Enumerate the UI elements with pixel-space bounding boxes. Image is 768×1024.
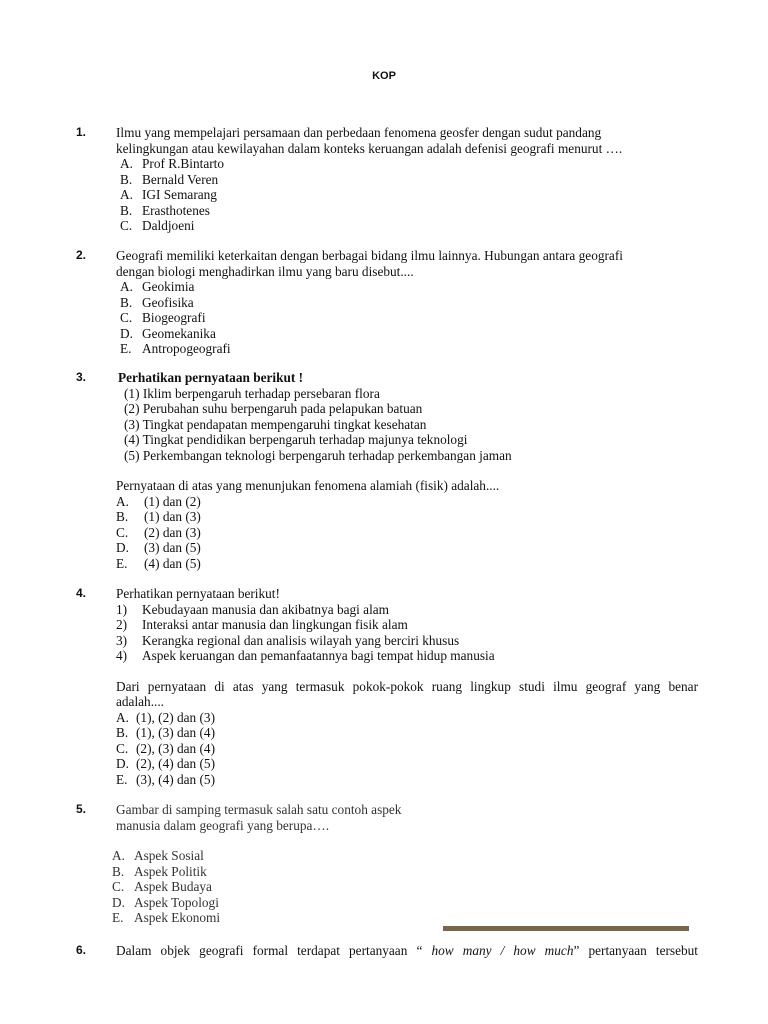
statement: 3) Kerangka regional dan analisis wilayah yang berciri khusus: [116, 632, 460, 648]
answer-option: A. IGI Semarang: [120, 187, 217, 202]
answer-option: A. Geokimia: [120, 279, 195, 294]
statement: 4) Aspek keruangan dan pemanfaatannya bagi tempat hidup manusia: [116, 648, 495, 663]
statement: (4) Tingkat pendidikan berpengaruh terhadap majunya teknologi: [124, 432, 468, 447]
question-text-line: Ilmu yang mempelajari persamaan dan perbedaan fenomena geosfer dengan sudut pandang: [116, 125, 602, 140]
answer-option: E. (4) dan (5): [116, 555, 201, 571]
answer-option: E. Antropogeografi: [120, 341, 231, 356]
question-number: 1.: [76, 125, 87, 139]
statement: (2) Perubahan suhu berpengaruh pada pelapukan batuan: [124, 401, 423, 416]
answer-option: D. Aspek Topologi: [112, 894, 219, 910]
answer-option: D. (2), (4) dan (5): [116, 756, 216, 771]
answer-option: A. Aspek Sosial: [112, 848, 204, 863]
answer-option: B. (1), (3) dan (4): [116, 725, 216, 740]
statement: (3) Tingkat pendapatan mempengaruhi tingkat kesehatan: [124, 416, 427, 432]
answer-option: C. Aspek Budaya: [112, 879, 212, 894]
answer-option: D. Geomekanika: [120, 325, 216, 341]
answer-option: A. Prof R.Bintarto: [120, 156, 224, 171]
answer-option: B. (1) dan (3): [116, 509, 201, 524]
answer-option: B. Geofisika: [120, 294, 194, 310]
question-text-line: Dalam objek geografi formal terdapat pertanyaan “ how many / how much” pertanyaan tersebut: [116, 943, 698, 958]
kop-header: KOP: [372, 70, 396, 82]
answer-option: B. Bernald Veren: [120, 171, 219, 187]
answer-option: C. (2), (3) dan (4): [116, 740, 216, 756]
question-number: 6.: [76, 943, 87, 957]
statement: (1) Iklim berpengaruh terhadap persebaran flora: [124, 385, 380, 401]
answer-option: A. (1) dan (2): [116, 493, 201, 509]
answer-option: D. (3) dan (5): [116, 540, 201, 555]
answer-option: A. (1), (2) dan (3): [116, 709, 216, 725]
question-text-line: kelingkungan atau kewilayahan dalam konteks keruangan adalah defenisi geografi menurut ….: [116, 140, 623, 156]
question-text-line: Dari pernyataan di atas yang termasuk pokok-pokok ruang lingkup studi ilmu geograf yang benar: [116, 678, 698, 694]
question-text-line: Gambar di samping termasuk salah satu contoh aspek: [116, 802, 402, 817]
question-text-line: manusia dalam geografi yang berupa….: [116, 817, 330, 833]
answer-option: B. Aspek Politik: [112, 863, 207, 879]
statement: 1) Kebudayaan manusia dan akibatnya bagi alam: [116, 601, 390, 617]
question-title: Perhatikan pernyataan berikut!: [116, 586, 280, 601]
question-number: 5.: [76, 802, 87, 816]
question-text-line: Geografi memiliki keterkaitan dengan berbagai bidang ilmu lainnya. Hubungan antara geografi: [116, 248, 623, 263]
answer-option: C. (2) dan (3): [116, 524, 201, 540]
statement: (5) Perkembangan teknologi berpengaruh terhadap perkembangan jaman: [124, 447, 512, 463]
statement: 2) Interaksi antar manusia dan lingkungan fisik alam: [116, 617, 408, 632]
image-frame-bar: [443, 926, 689, 931]
answer-option: C. Biogeografi: [120, 310, 206, 325]
answer-option: B. Erasthotenes: [120, 202, 210, 218]
question-number: 3.: [76, 370, 87, 384]
answer-option: E. (3), (4) dan (5): [116, 771, 216, 787]
question-number: 2.: [76, 248, 87, 262]
answer-option: E. Aspek Ekonomi: [112, 910, 221, 925]
question-text-line: dengan biologi menghadirkan ilmu yang baru disebut....: [116, 263, 414, 279]
question-number: 4.: [76, 586, 87, 600]
answer-option: C. Daldjoeni: [120, 218, 195, 233]
question-title: Perhatikan pernyataan berikut !: [118, 370, 304, 385]
question-text-line: adalah....: [116, 694, 164, 709]
question-text-line: Pernyataan di atas yang menunjukan fenomena alamiah (fisik) adalah....: [116, 478, 500, 493]
